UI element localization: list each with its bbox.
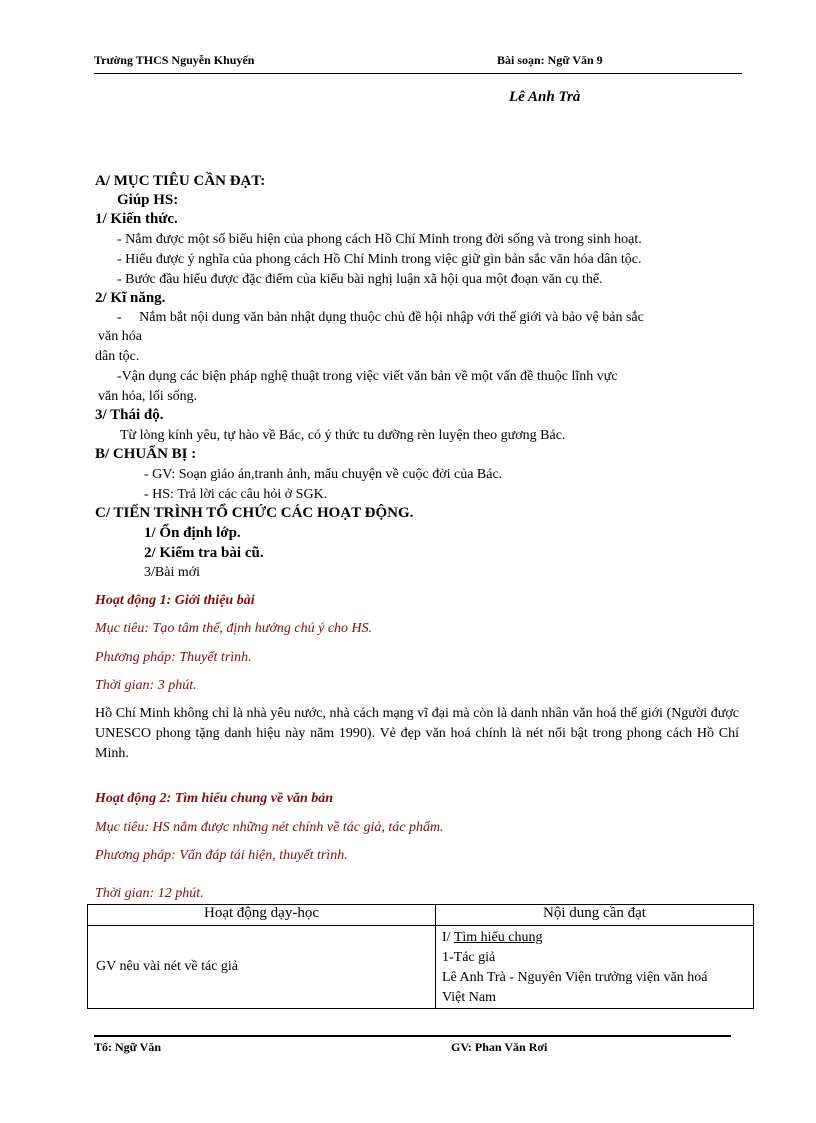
skills-title: 2/ Kĩ năng. bbox=[95, 290, 166, 306]
section-a-intro: Giúp HS: bbox=[117, 192, 179, 208]
activity2-goal: Mục tiêu: HS nắm được những nét chính về tác giả, tác phẩm. bbox=[95, 820, 444, 835]
header-subject: Bài soạn: Ngữ Văn 9 bbox=[497, 53, 603, 67]
section-b-title: B/ CHUẨN BỊ : bbox=[95, 446, 197, 462]
knowledge-title: 1/ Kiến thức. bbox=[95, 211, 178, 227]
content-heading: Tìm hiểu chung bbox=[453, 930, 543, 945]
content-prefix: I/ bbox=[442, 930, 454, 945]
footer-divider bbox=[94, 1035, 731, 1037]
knowledge-item: - Hiểu được ý nghĩa của phong cách Hồ Chí Minh trong việc giữ gìn bản sắc văn hóa dân tộc. bbox=[117, 252, 642, 267]
activity1-paragraph: Hồ Chí Minh không chỉ là nhà yêu nước, nhà cách mạng vĩ đại mà còn là danh nhân văn hoá thế giới (Người được UNESCO phong tặng danh hiệu này năm 1990). Vẻ đẹp văn hoá chính là nét nổi bật trong phong cách Hồ Chí Minh. bbox=[95, 706, 739, 761]
knowledge-item: - Bước đầu hiểu được đặc điểm của kiểu bài nghị luận xã hội qua một đoạn văn cụ thể. bbox=[117, 272, 603, 287]
attitude-text: Từ lòng kính yêu, tự hào về Bác, có ý thức tu dưỡng rèn luyện theo gương Bác. bbox=[120, 428, 566, 443]
step-new-lesson: 3/Bài mới bbox=[144, 565, 201, 580]
step-stabilize: 1/ Ổn định lớp. bbox=[144, 525, 241, 541]
skills-item: -Vận dụng các biện pháp nghệ thuật trong việc viết văn bản về một vấn đề thuộc lĩnh vực bbox=[117, 369, 618, 384]
prep-item: - GV: Soạn giáo án,tranh ảnh, mẩu chuyện về cuộc đời của Bác. bbox=[144, 467, 503, 482]
skills-item-cont: văn hóa bbox=[98, 329, 142, 344]
section-c-title: C/ TIẾN TRÌNH TỔ CHỨC CÁC HOẠT ĐỘNG. bbox=[95, 505, 414, 521]
skills-item-cont: văn hóa, lối sống. bbox=[98, 389, 198, 404]
footer-group: Tổ: Ngữ Văn bbox=[94, 1040, 161, 1054]
activity1-time: Thời gian: 3 phút. bbox=[95, 678, 197, 693]
skills-item-cont: dân tộc. bbox=[95, 349, 140, 364]
table-cell-activity: GV nêu vài nét về tác giả bbox=[88, 926, 436, 1009]
activity1-title: Hoạt động 1: Giới thiệu bài bbox=[95, 593, 255, 608]
table-header-content: Nội dung cần đạt bbox=[436, 905, 754, 926]
attitude-title: 3/ Thái độ. bbox=[95, 407, 164, 423]
activity-table bbox=[87, 904, 754, 1009]
section-a-title: A/ MỤC TIÊU CẦN ĐẠT: bbox=[95, 173, 266, 189]
header-school: Trường THCS Nguyễn Khuyến bbox=[94, 53, 255, 67]
skills-item: - Nắm bắt nội dung văn bản nhật dụng thuộc chủ đề hội nhập với thế giới và bảo vệ bản sắc bbox=[117, 310, 644, 325]
footer-teacher: GV: Phan Văn Rơi bbox=[451, 1040, 548, 1054]
activity2-time: Thời gian: 12 phút. bbox=[95, 886, 204, 901]
step-check-old: 2/ Kiểm tra bài cũ. bbox=[144, 545, 264, 561]
table-header-row bbox=[88, 905, 754, 926]
header-divider bbox=[94, 73, 742, 74]
table-row bbox=[88, 926, 754, 1009]
activity1-goal: Mục tiêu: Tạo tâm thế, định hướng chú ý cho HS. bbox=[95, 621, 373, 636]
content-sub: 1-Tác giả bbox=[442, 950, 496, 965]
table-cell-content bbox=[436, 926, 754, 1009]
activity1-method: Phương pháp: Thuyết trình. bbox=[95, 650, 252, 665]
activity2-title: Hoạt động 2: Tìm hiểu chung về văn bản bbox=[95, 791, 334, 806]
content-text-cont: Việt Nam bbox=[442, 990, 496, 1005]
prep-item: - HS: Trả lời các câu hỏi ở SGK. bbox=[144, 487, 328, 502]
knowledge-item: - Nắm được một số biểu hiện của phong cách Hồ Chí Minh trong đời sống và trong sinh hoạt. bbox=[117, 232, 642, 247]
author-name: Lê Anh Trà bbox=[509, 89, 581, 105]
table-header-teaching: Hoạt động dạy-học bbox=[88, 905, 436, 926]
activity2-method: Phương pháp: Vấn đáp tái hiện, thuyết trình. bbox=[95, 848, 348, 863]
content-text: Lê Anh Trà - Nguyên Viện trưởng viện văn hoá bbox=[442, 970, 708, 985]
